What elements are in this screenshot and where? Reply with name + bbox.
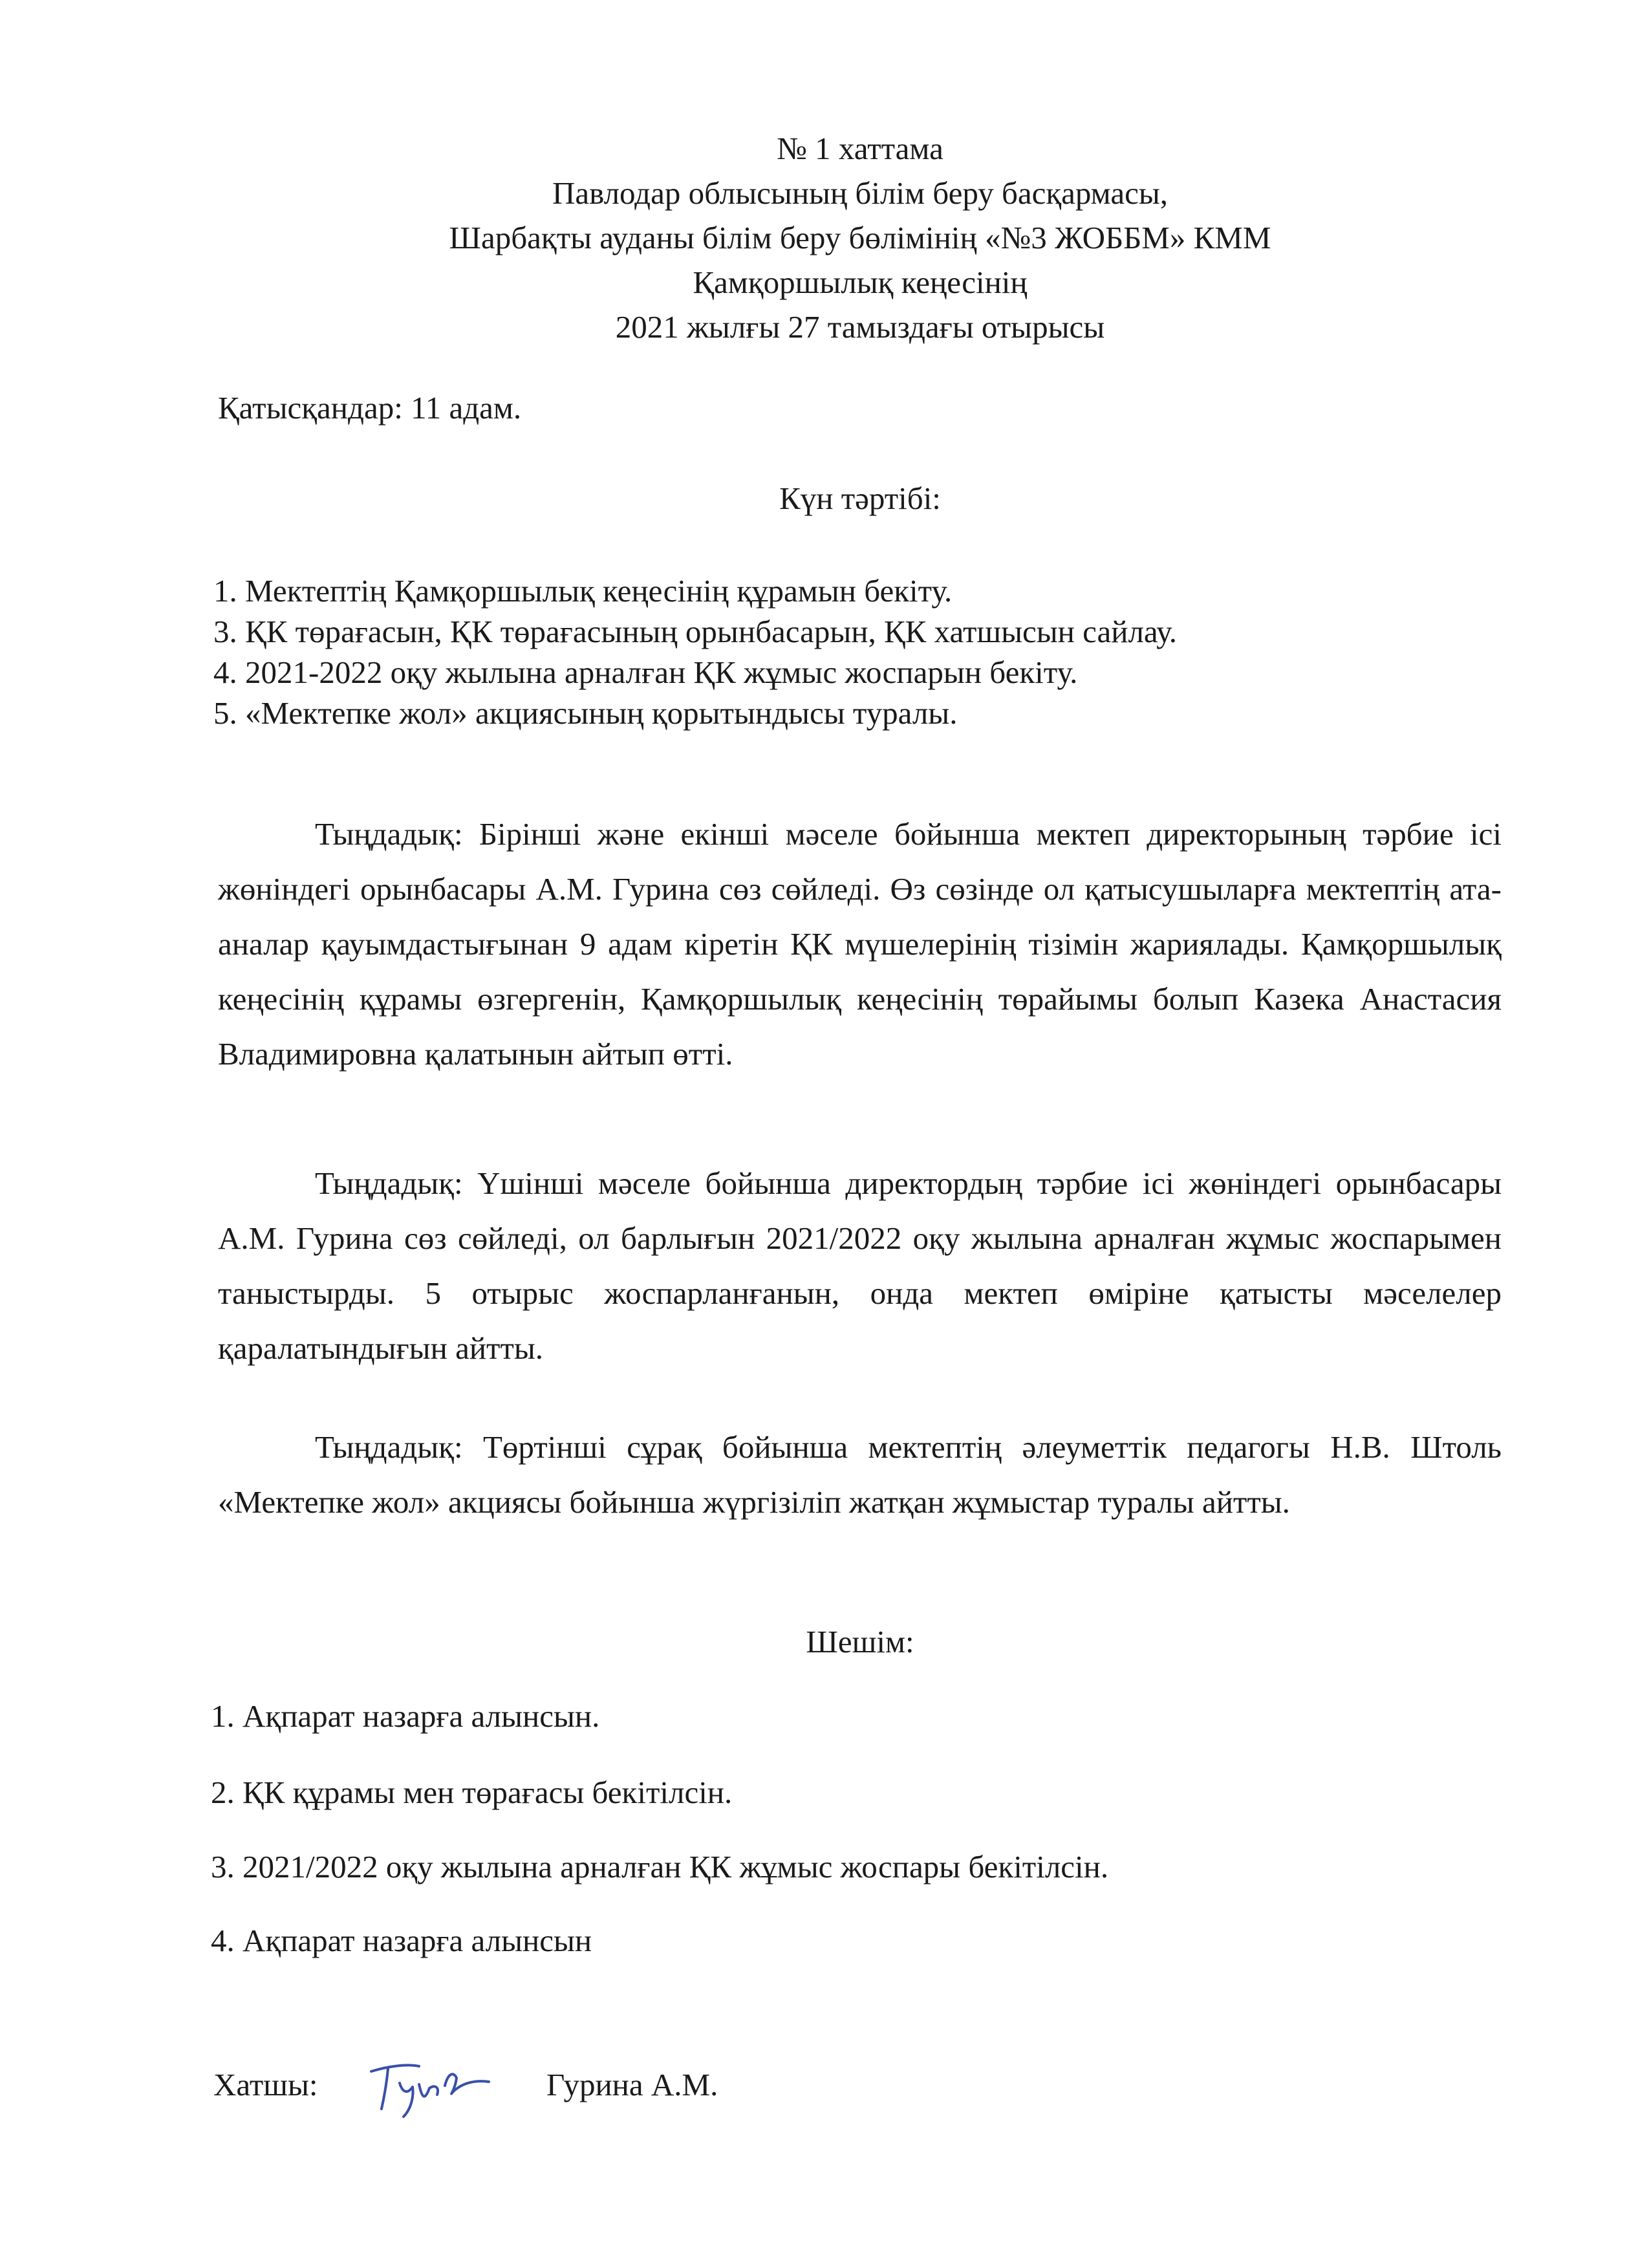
agenda-list [213, 570, 1177, 733]
paragraph-third-issue: Тыңдадық: Үшінші мәселе бойынша директордың тәрбие ісі жөніндегі орынбасары А.М. Гурина сөз сөйледі, ол барлығын 2021/2022 оқу жылына арналған жұмыс жоспарымен таныстырды. 5 отырыс жоспарланғанын, онда мектеп өміріне қатысты мәселелер қаралатындығын айтты. [218, 1165, 1502, 1366]
organization-line: Павлодар облысының білім беру басқармасы, [552, 175, 1169, 211]
attendees-count: Қатысқандар: 11 адам. [218, 390, 522, 426]
agenda-item: 5. «Мектепке жол» акциясының қорытындысы туралы. [213, 695, 958, 731]
agenda-title: Күн тәртібі: [779, 481, 941, 516]
signature-block [213, 2066, 1119, 2118]
agenda-item: 3. ҚК төрағасын, ҚК төрағасының орынбасарын, ҚК хатшысын сайлау. [213, 614, 1178, 649]
document-header [0, 126, 1649, 349]
meeting-date-line: 2021 жылғы 27 тамыздағы отырысы [615, 309, 1105, 345]
school-line: Шарбақты ауданы білім беру бөлімінің «№3 ЖОББМ» КММ [449, 220, 1271, 255]
council-line: Қамқоршылық кеңесінің [693, 265, 1028, 300]
decision-item: 2. ҚК құрамы мен төрағасы бекітілсін. [211, 1775, 733, 1810]
paragraph-first-second-issue: Тыңдадық: Бірінші және екінші мәселе бойынша мектеп директорының тәрбие ісі жөніндегі орынбасары А.М. Гурина сөз сөйледі. Өз сөзінде ол қатысушыларға мектептің ата-аналар қауымдастығынан 9 адам кіретін ҚК мүшелерінің тізімін жариялады. Қамқоршылық кеңесінің құрамы өзгергенін, Қамқоршылық кеңесінің төрайымы болып Казека Анастасия Владимировна қалатынын айтып өтті. [218, 816, 1502, 1072]
secretary-label: Хатшы: [213, 2067, 318, 2102]
paragraph-fourth-issue: Тыңдадық: Төртінші сұрақ бойынша мектептің әлеуметтік педагогы Н.В. Штоль «Мектепке жол» акциясы бойынша жүргізіліп жатқан жұмыстар туралы айтты. [218, 1429, 1502, 1520]
agenda-item: 1. Мектептің Қамқоршылық кеңесінің құрамын бекіту. [213, 573, 953, 609]
decision-item: 1. Ақпарат назарға алынсын. [211, 1698, 600, 1734]
decision-item: 4. Ақпарат назарға алынсын [211, 1923, 592, 1958]
decision-item: 3. 2021/2022 оқу жылына арналған ҚК жұмыс жоспары бекітілсін. [211, 1849, 1109, 1885]
protocol-number: № 1 хаттама [777, 131, 943, 166]
decision-title: Шешім: [806, 1624, 914, 1659]
agenda-item: 4. 2021-2022 оқу жылына арналған ҚК жұмыс жоспарын бекіту. [213, 654, 1078, 690]
handwritten-signature [362, 2047, 504, 2124]
secretary-name: Гурина А.М. [546, 2067, 718, 2102]
